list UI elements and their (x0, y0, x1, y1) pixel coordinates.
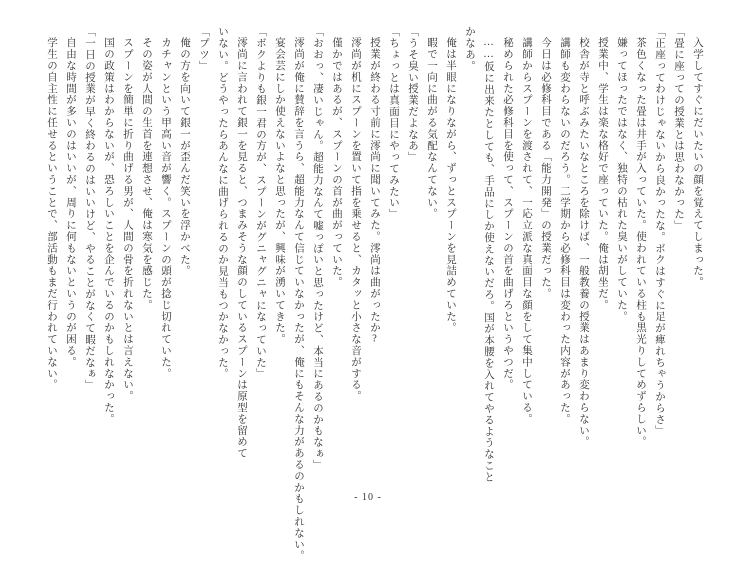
text-line: 宴会芸にしか使えないよなと思ったが、興味が湧いてきた。 (274, 37, 285, 345)
text-line: 暇で一向に曲がる気配なんてない。 (426, 37, 437, 220)
text-line: 自由な時間が多いのはいいが、周りに何もないというのが困る。 (65, 37, 76, 368)
text-line: 入学してすぐにだいたいの顔を覚えてしまった。 (692, 37, 703, 288)
text-line: 「ちょっとは真面目にやってみたい」 (388, 26, 399, 220)
text-line: 「畳に座っての授業とは思わなかった」 (673, 26, 684, 232)
text-line: 講師も変わらないのだろう。二学期から必修科目は変わった内容があった。 (559, 37, 570, 425)
text-line: 今日は必修科目である「能力開発」の授業だった。 (540, 37, 551, 300)
text-line: 授業が終わる寸前に澪尚に聞いてみた。澪尚は曲がったか? (369, 37, 380, 346)
text-line: カチャンという甲高い音が響く。スプーンの頭が捻じ切れていた。 (160, 37, 171, 379)
text-line: 俺は半眼になりながら、ずっとスプーンを見詰めていた。 (445, 37, 456, 334)
text-line: 「うそ臭い授業だよなあ」 (407, 26, 418, 163)
text-line: 講師からスプーンを渡されて、一応立派な真面目な顔をして集中している。 (521, 37, 532, 425)
text-line: 澪尚が机にスプーンを置いて指を乗せると、カタッと小さな音がする。 (350, 37, 361, 402)
text-line: 秘められた必修科目を使って、スプーンの首を曲げろというやつだ。 (502, 37, 513, 391)
text-line: その姿が人間の生首を連想させ、俺は寒気を感じた。 (141, 37, 152, 311)
text-line: 茶色くなった畳は井手が入っていた。使われている柱も黒光りしてめずらしい。 (635, 37, 646, 448)
text-line: 国の政策はわからないが、恐ろしいことを企んでいるのかもしれなかった。 (103, 37, 114, 425)
text-line: いない。どうやったらあんなに曲げられるのか見当もつかなかった。 (217, 26, 228, 380)
text-line: 授業中、学生は楽な格好で座っていた。俺は胡坐だ。 (597, 37, 608, 311)
text-line: 校舎が寺と呼ぶみたいなところを除けば、一般教養の授業はあまり変わらない。 (578, 37, 589, 448)
text-line: かなあ。 (464, 26, 475, 72)
text-line: 「一日の授業が早く終わるのはいいけど、やることがなくて暇だなぁ」 (84, 26, 95, 391)
text-line: 僅かではあるが、スプーンの首が曲がっていた。 (331, 37, 342, 288)
text-line: 澪尚が俺に賛辞を言うら、超能力なんて信じていなかったが、俺にもそんな力があるのかもしれない。 (293, 37, 304, 561)
text-line: ……仮に出来たとしても、手品にしか使えないだろ。国が本腰を入れてやるようなこと (483, 37, 494, 483)
text-line: 嫌ってほったではなく、独特の枯れた臭いがしていた。 (616, 37, 627, 322)
page-number: - 10 - (354, 492, 382, 503)
text-line: 「おおっ、凄いじゃん。超能力なんて嘘っぽいと思ったけど、本当にあるのかもなぁ」 (312, 26, 323, 471)
text-line: 「プツ」 (198, 26, 209, 72)
text-line: 学生の自主性に任せるということで、部活動もまだ行われていない。 (46, 37, 57, 391)
text-line: 「ボクよりも銀一君の方が、スプーンがグニャグニャになっていた」 (255, 26, 266, 380)
text-line: 「正座ってわけじゃないから良かったな。ボクはすぐに足が痺れちゃうからさ」 (654, 26, 665, 437)
text-line: スプーンを簡単に折り曲げる男が、人間の骨を折れないとは言えない。 (122, 37, 133, 402)
text-line: 澪尚に言われて銀一を見ると、つまみそうな顔のしているスプーンは原型を留めて (236, 37, 247, 459)
text-line: 俺の方を向いて銀一が歪んだ笑いを浮かべた。 (179, 37, 190, 277)
